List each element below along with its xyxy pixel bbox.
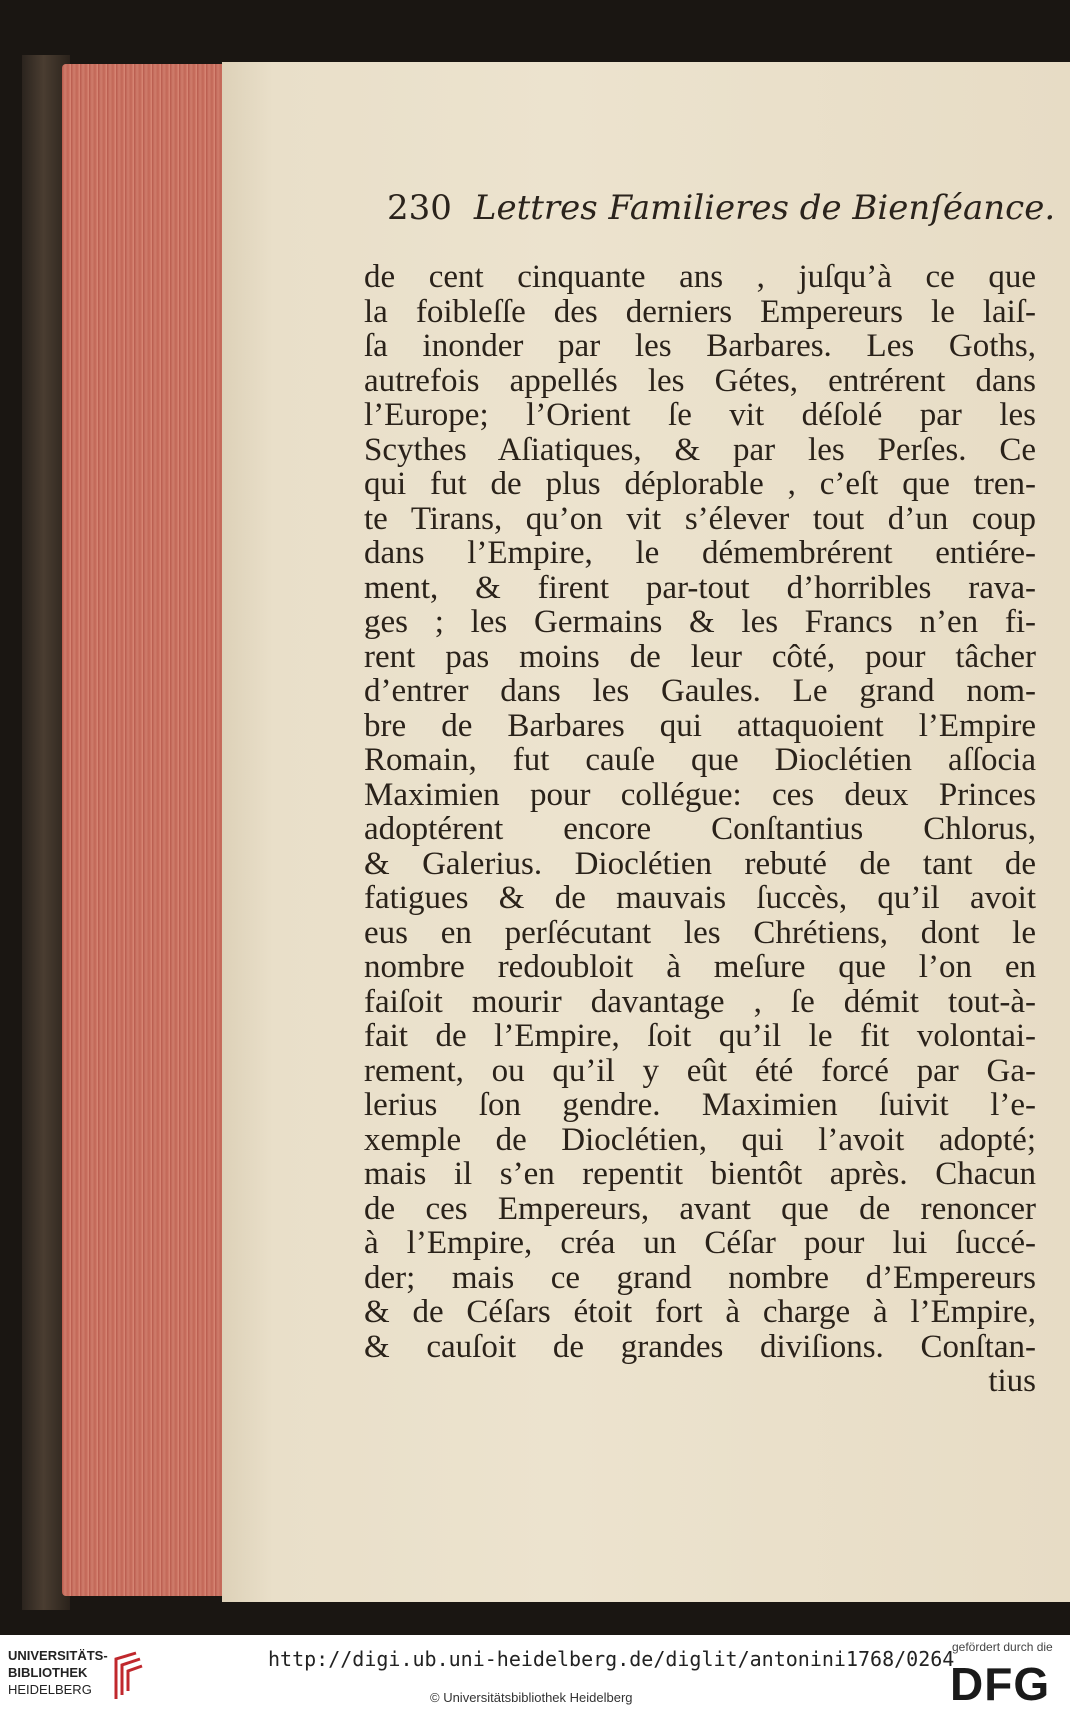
text-line: ges ; les Germains & les Francs n’en fi- xyxy=(364,605,1036,640)
text-line: faiſoit mourir davantage , ſe démit tout-à- xyxy=(364,984,1036,1019)
text-line: d’entrer dans les Gaules. Le grand nom- xyxy=(364,674,1036,709)
text-line: mais il s’en repentit bientôt après. Chacun xyxy=(364,1157,1036,1192)
text-line: & de Céſars étoit fort à charge à l’Empire, xyxy=(364,1295,1036,1330)
running-head xyxy=(387,188,1056,228)
text-line: fait de l’Empire, ſoit qu’il le fit volontai- xyxy=(364,1019,1036,1054)
text-line: rent pas moins de leur côté, pour tâcher xyxy=(364,639,1036,674)
library-name-line2: BIBLIOTHEK xyxy=(8,1665,88,1680)
text-line: te Tirans, qu’on vit s’élever tout d’un coup xyxy=(364,501,1036,536)
permalink-url[interactable]: http://digi.ub.uni-heidelberg.de/diglit/antonini1768/0264 xyxy=(268,1647,955,1671)
text-line: de ces Empereurs, avant que de renoncer xyxy=(364,1191,1036,1226)
text-line: eus en perſécutant les Chrétiens, dont le xyxy=(364,915,1036,950)
text-line: ſa inonder par les Barbares. Les Goths, xyxy=(364,329,1036,364)
viewer-footer xyxy=(0,1635,1070,1718)
text-line: & cauſoit de grandes diviſions. Conſtan- xyxy=(364,1329,1036,1364)
text-line: de cent cinquante ans , juſqu’à ce que xyxy=(364,260,1036,295)
text-line: rement, ou qu’il y eût été forcé par Ga- xyxy=(364,1053,1036,1088)
catchword: tius xyxy=(988,1364,1036,1399)
text-line: la foibleſſe des derniers Empereurs le laiſ- xyxy=(364,294,1036,329)
copyright-notice: © Universitätsbibliothek Heidelberg xyxy=(430,1690,633,1705)
page-number: 230 xyxy=(387,188,452,228)
text-line: ment, & firent par-tout d’horribles rava- xyxy=(364,570,1036,605)
text-line: l’Europe; l’Orient ſe vit déſolé par les xyxy=(364,398,1036,433)
text-line: fatigues & de mauvais ſuccès, qu’il avoit xyxy=(364,881,1036,916)
text-line: Romain, fut cauſe que Dioclétien aſſocia xyxy=(364,743,1036,778)
text-line: der; mais ce grand nombre d’Empereurs xyxy=(364,1260,1036,1295)
running-title: Lettres Familieres de Bienſéance. xyxy=(473,188,1056,228)
text-line: qui fut de plus déplorable , c’eſt que tren- xyxy=(364,467,1036,502)
dfg-logo[interactable]: DFG xyxy=(950,1658,1051,1710)
library-name-line3: HEIDELBERG xyxy=(8,1682,92,1697)
text-line: xemple de Dioclétien, qui l’avoit adopté; xyxy=(364,1122,1036,1157)
text-line: à l’Empire, créa un Céſar pour lui ſuccé- xyxy=(364,1226,1036,1261)
text-line: dans l’Empire, le démembrérent entiére- xyxy=(364,536,1036,571)
text-line: nombre redoubloit à meſure que l’on en xyxy=(364,950,1036,985)
text-line: autrefois appellés les Gétes, entrérent dans xyxy=(364,363,1036,398)
sponsor-caption: gefördert durch die xyxy=(952,1640,1053,1654)
red-page-edges xyxy=(62,64,224,1596)
book-page xyxy=(222,62,1070,1602)
text-line: Maximien pour collégue: ces deux Princes xyxy=(364,777,1036,812)
library-name-line1: UNIVERSITÄTS- xyxy=(8,1648,108,1663)
text-line: bre de Barbares qui attaquoient l’Empire xyxy=(364,708,1036,743)
text-line: & Galerius. Dioclétien rebuté de tant de xyxy=(364,846,1036,881)
library-logo-text[interactable] xyxy=(8,1647,108,1698)
text-line: Scythes Aſiatiques, & par les Perſes. Ce xyxy=(364,432,1036,467)
text-line: lerius ſon gendre. Maximien ſuivit l’e- xyxy=(364,1088,1036,1123)
text-line: adoptérent encore Conſtantius Chlorus, xyxy=(364,812,1036,847)
page-text xyxy=(364,260,1036,1399)
library-logo-icon xyxy=(110,1649,144,1705)
